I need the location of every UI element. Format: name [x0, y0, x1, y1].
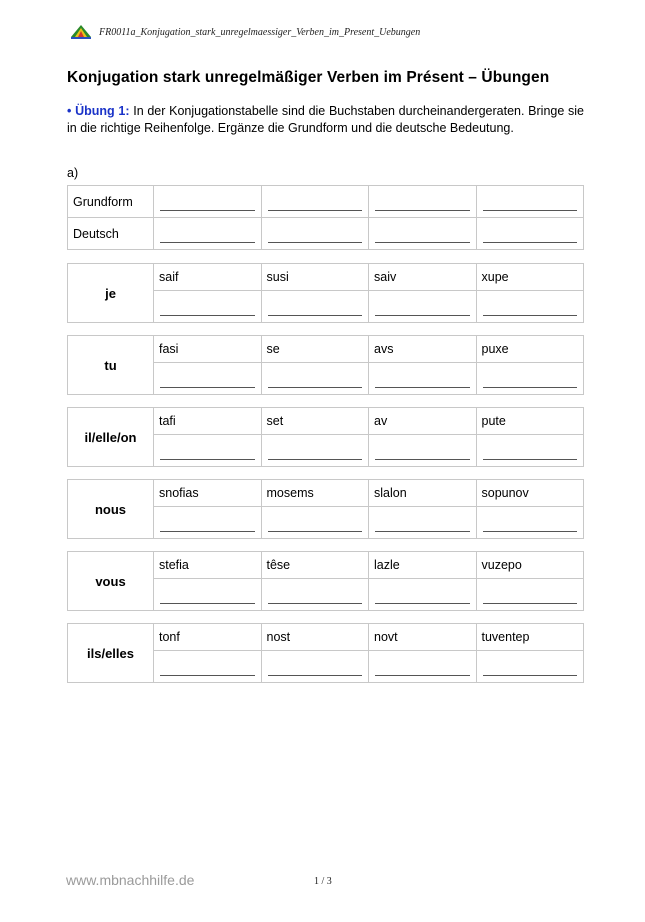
answer-field[interactable] — [369, 218, 477, 250]
answer-field[interactable] — [154, 435, 262, 467]
answer-field[interactable] — [261, 651, 369, 683]
answer-field[interactable] — [261, 507, 369, 539]
exercise-label: Übung 1: — [75, 104, 130, 118]
scrambled-word: avs — [369, 336, 477, 363]
grundform-row — [68, 186, 584, 218]
scrambled-word: puxe — [476, 336, 584, 363]
conjugation-table-ils-elles — [67, 623, 584, 683]
scrambled-word: têse — [261, 552, 369, 579]
answer-field[interactable] — [154, 507, 262, 539]
grundform-label: Grundform — [68, 186, 154, 218]
scrambled-word: nost — [261, 624, 369, 651]
scrambled-word: av — [369, 408, 477, 435]
scrambled-word: susi — [261, 264, 369, 291]
answer-field[interactable] — [476, 363, 584, 395]
answer-field[interactable] — [261, 579, 369, 611]
answer-field[interactable] — [476, 579, 584, 611]
answer-field[interactable] — [476, 291, 584, 323]
answer-field[interactable] — [154, 291, 262, 323]
scrambled-word: pute — [476, 408, 584, 435]
answer-field[interactable] — [369, 507, 477, 539]
answer-field[interactable] — [369, 435, 477, 467]
answer-field[interactable] — [369, 651, 477, 683]
scrambled-word: lazle — [369, 552, 477, 579]
answer-field[interactable] — [476, 507, 584, 539]
answer-field[interactable] — [261, 218, 369, 250]
scrambled-word: tafi — [154, 408, 262, 435]
scrambled-word: saiv — [369, 264, 477, 291]
answer-field[interactable] — [369, 291, 477, 323]
exercise-text: In der Konjugationstabelle sind die Buchstaben durcheinandergeraten. Bringe sie in die richtige Reihenfolge. Ergänze die Grundform und die deutsche Bedeutung. — [67, 104, 584, 135]
answer-field[interactable] — [476, 435, 584, 467]
answer-field[interactable] — [261, 363, 369, 395]
pronoun-label: il/elle/on — [68, 408, 154, 467]
exercise-instructions — [67, 103, 584, 137]
answer-field[interactable] — [154, 186, 262, 218]
answer-field[interactable] — [369, 579, 477, 611]
pronoun-label: je — [68, 264, 154, 323]
scrambled-word: mosems — [261, 480, 369, 507]
answer-field[interactable] — [154, 218, 262, 250]
conjugation-table-vous — [67, 551, 584, 611]
page-title: Konjugation stark unregelmäßiger Verben im Présent – Übungen — [67, 69, 550, 86]
scrambled-word: xupe — [476, 264, 584, 291]
base-form-table — [67, 185, 584, 250]
answer-field[interactable] — [369, 363, 477, 395]
conjugation-table-il-elle-on — [67, 407, 584, 467]
answer-field[interactable] — [261, 435, 369, 467]
pronoun-label: vous — [68, 552, 154, 611]
scrambled-word: se — [261, 336, 369, 363]
answer-field[interactable] — [476, 186, 584, 218]
scrambled-word: sopunov — [476, 480, 584, 507]
page-number: 1 / 3 — [314, 876, 332, 887]
conjugation-table-je — [67, 263, 584, 323]
footer-website: www.mbnachhilfe.de — [66, 872, 195, 888]
scrambled-word: tuventep — [476, 624, 584, 651]
scrambled-word: vuzepo — [476, 552, 584, 579]
answer-field[interactable] — [369, 186, 477, 218]
bullet: • — [67, 104, 72, 118]
answer-field[interactable] — [154, 651, 262, 683]
conjugation-table-nous — [67, 479, 584, 539]
pronoun-label: ils/elles — [68, 624, 154, 683]
scrambled-word: stefia — [154, 552, 262, 579]
scrambled-word: tonf — [154, 624, 262, 651]
scrambled-word: novt — [369, 624, 477, 651]
answer-field[interactable] — [476, 651, 584, 683]
answer-field[interactable] — [154, 363, 262, 395]
document-code: FR0011a_Konjugation_stark_unregelmaessiger_Verben_im_Present_Uebungen — [99, 26, 421, 38]
answer-field[interactable] — [476, 218, 584, 250]
scrambled-word: snofias — [154, 480, 262, 507]
pronoun-label: tu — [68, 336, 154, 395]
scrambled-word: saif — [154, 264, 262, 291]
conjugation-table-tu — [67, 335, 584, 395]
document-header — [71, 24, 420, 40]
pronoun-label: nous — [68, 480, 154, 539]
deutsch-row — [68, 218, 584, 250]
scrambled-word: slalon — [369, 480, 477, 507]
answer-field[interactable] — [261, 291, 369, 323]
subtask-label: a) — [67, 166, 79, 180]
scrambled-word: fasi — [154, 336, 262, 363]
answer-field[interactable] — [261, 186, 369, 218]
deutsch-label: Deutsch — [68, 218, 154, 250]
answer-field[interactable] — [154, 579, 262, 611]
scrambled-word: set — [261, 408, 369, 435]
logo-icon — [71, 25, 91, 39]
